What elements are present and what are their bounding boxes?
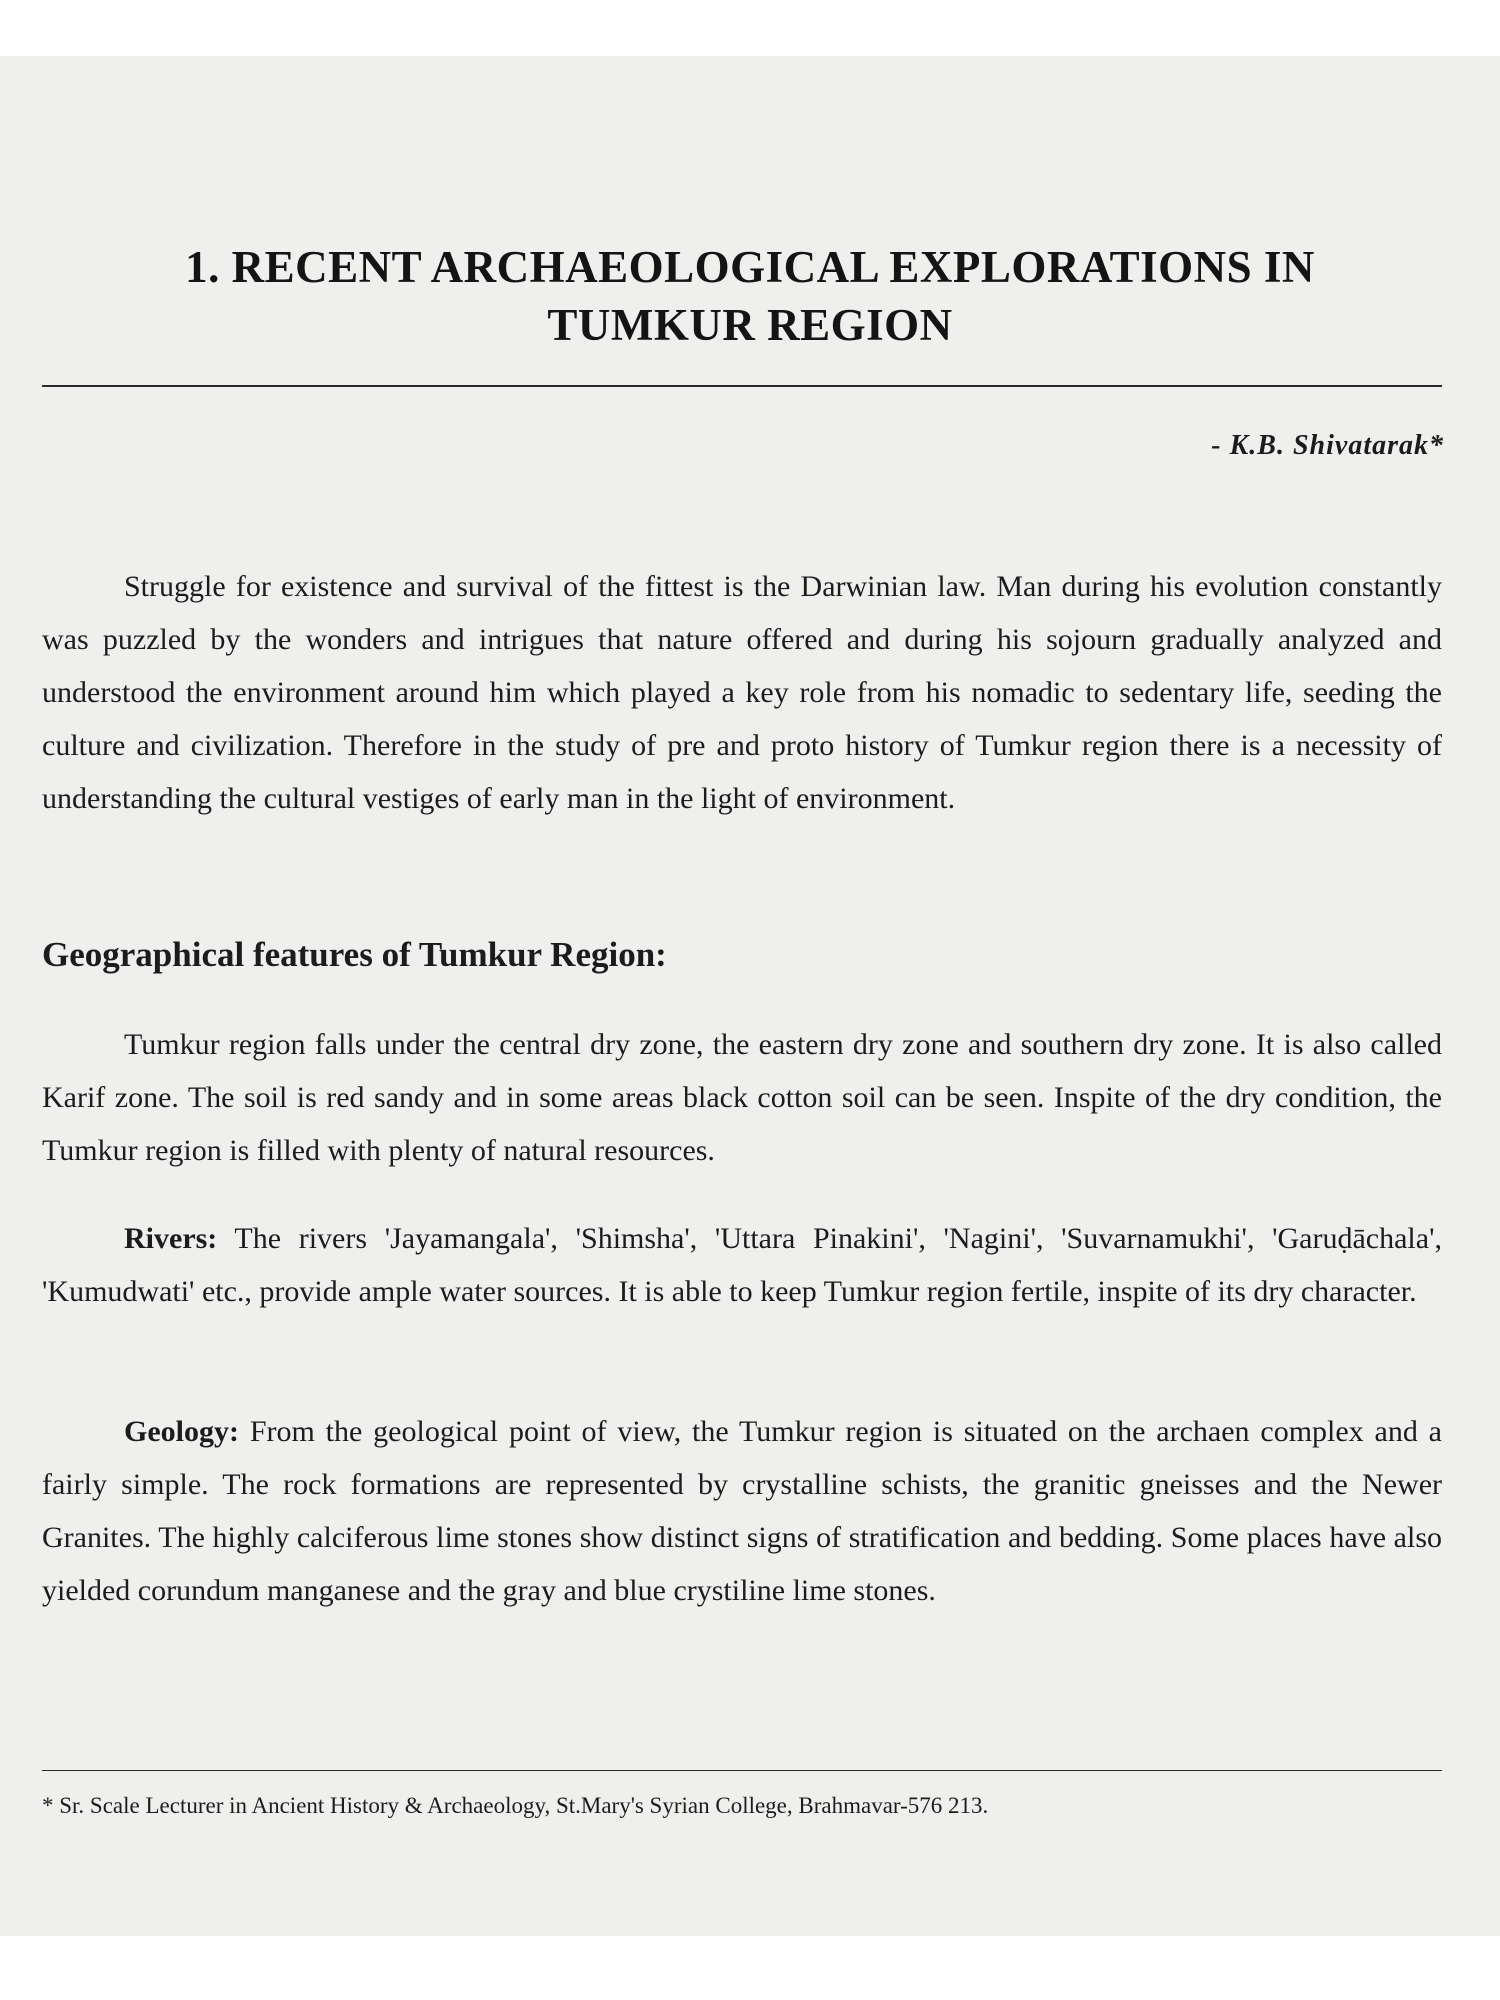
title-line-1: 1. RECENT ARCHAEOLOGICAL EXPLORATIONS IN	[185, 242, 1315, 292]
geology-paragraph	[42, 1405, 1442, 1617]
section-heading: Geographical features of Tumkur Region:	[42, 935, 667, 974]
geology-text: From the geological point of view, the Tumkur region is situated on the archaen complex and a fairly simple. The rock formations are represented by crystalline schists, the granitic gneisses and the Newer Granites. The highly calciferous lime stones show distinct signs of stratification and bedding. Some places have also yielded corundum manganese and the gray and blue crystiline lime stones.	[42, 1415, 1442, 1607]
footnote-rule	[42, 1770, 1442, 1771]
title-line-2: TUMKUR REGION	[547, 300, 953, 350]
intro-paragraph: Struggle for existence and survival of the fittest is the Darwinian law. Man during his evolution constantly was puzzled by the wonders and intrigues that nature offered and during his sojourn gradually analyzed and understood the environment around him which played a key role from his nomadic to sedentary life, seeding the culture and civilization. Therefore in the study of pre and proto history of Tumkur region there is a necessity of understanding the cultural vestiges of early man in the light of environment.	[42, 570, 1442, 815]
article-title	[40, 238, 1460, 354]
title-rule	[42, 385, 1442, 387]
rivers-text: The rivers 'Jayamangala', 'Shimsha', 'Uttara Pinakini', 'Nagini', 'Suvarnamukhi', 'Garuḍāchala', 'Kumudwati' etc., provide ample water sources. It is able to keep Tumkur region fertile, inspite of its dry character.	[42, 1222, 1442, 1308]
rivers-label: Rivers:	[124, 1222, 218, 1255]
footnote: * Sr. Scale Lecturer in Ancient History & Archaeology, St.Mary's Syrian College, Brahmavar-576 213.	[42, 1793, 989, 1818]
geology-label: Geology:	[124, 1415, 239, 1448]
author-byline: - K.B. Shivatarak*	[1211, 430, 1444, 461]
rivers-paragraph	[42, 1212, 1442, 1318]
geography-paragraph: Tumkur region falls under the central dry zone, the eastern dry zone and southern dry zone. It is also called Karif zone. The soil is red sandy and in some areas black cotton soil can be seen. Inspite of the dry condition, the Tumkur region is filled with plenty of natural resources.	[42, 1028, 1442, 1167]
